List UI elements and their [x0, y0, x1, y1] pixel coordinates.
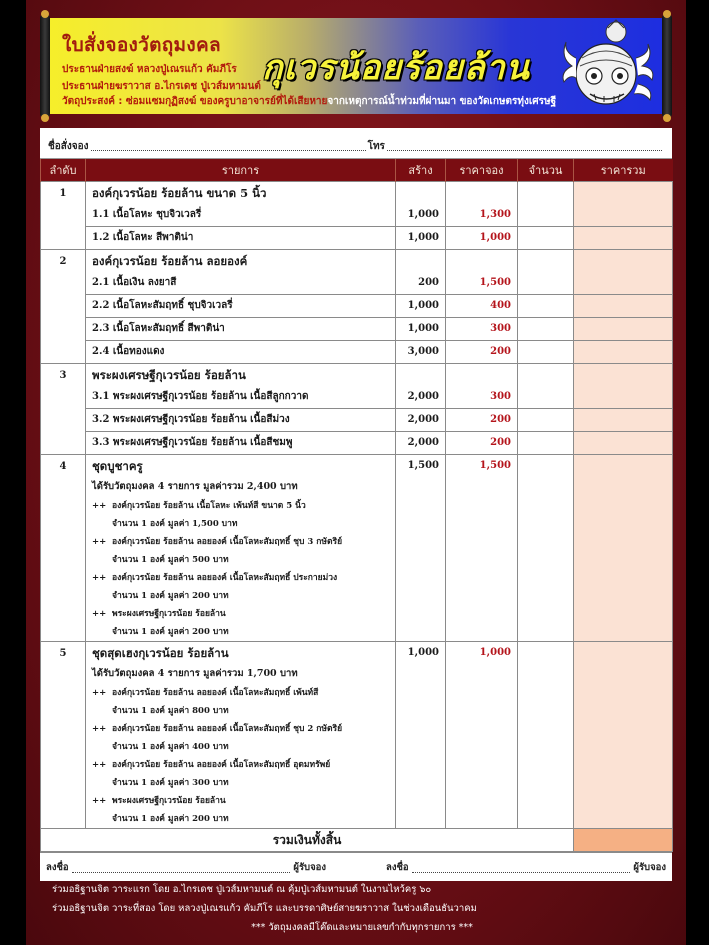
created-count: 1,500 — [407, 460, 439, 471]
item-cell — [86, 295, 396, 318]
line-total-field[interactable] — [574, 250, 673, 295]
price-cell — [446, 455, 518, 642]
item-label: 3.2 พระผงเศรษฐีกุเวรน้อย ร้อยล้าน เนื้อสีม่วง — [92, 414, 290, 425]
package-item-detail: จำนวน 1 องค์ มูลค่า 1,500 บาท — [112, 519, 238, 529]
package-item-text: องค์กุเวรน้อย ร้อยล้าน ลอยองค์ เนื้อโลหะสัมฤทธิ์ ประกายม่วง — [112, 573, 338, 583]
created-count: 1,000 — [407, 300, 439, 311]
package-title: ชุดบูชาครู — [92, 459, 143, 473]
sign-left-field[interactable] — [72, 872, 291, 873]
col-header-qty: จำนวน — [518, 159, 574, 182]
line-total-field[interactable] — [574, 227, 673, 250]
line-total-field[interactable] — [574, 364, 673, 409]
signature-left — [46, 860, 326, 875]
item-cell — [86, 432, 396, 455]
package-cell — [86, 642, 396, 829]
created-cell — [396, 341, 446, 364]
table-header-row — [41, 159, 673, 182]
line-total-field[interactable] — [574, 642, 673, 829]
signature-right — [386, 860, 666, 875]
table-row — [41, 364, 673, 409]
created-cell — [396, 318, 446, 341]
package-item — [86, 533, 395, 551]
quantity-field[interactable] — [518, 432, 574, 455]
table-row — [41, 182, 673, 227]
footer-line-2: ร่วมอธิฐานจิต วาระที่สอง โดย หลวงปู่เณรแก้ว คัมภีโร และบรรดาศิษย์สายฆราวาส ในช่วงเดือนธันวาคม — [52, 903, 477, 914]
purpose-tail: จากเหตุการณ์น้ำท่วมที่ผ่านมา ของวัดเกษตรทุ่งเศรษฐี — [327, 96, 557, 107]
created-count: 3,000 — [407, 346, 439, 357]
price-cell — [446, 642, 518, 829]
package-item-text: พระผงเศรษฐีกุเวรน้อย ร้อยล้าน — [112, 609, 226, 619]
phone-field[interactable] — [387, 150, 662, 151]
table-row — [41, 455, 673, 642]
created-cell — [396, 182, 446, 227]
package-item — [86, 605, 395, 623]
price-cell — [446, 227, 518, 250]
purpose-lead: วัตถุประสงค์ : ซ่อมแซมกุฏิสงฆ์ ของครูบาอาจารย์ที่ได้เสียหาย — [62, 96, 328, 107]
quantity-field[interactable] — [518, 182, 574, 227]
item-cell — [86, 341, 396, 364]
col-header-sum: ราคารวม — [574, 159, 673, 182]
booking-price: 200 — [490, 414, 511, 425]
order-form-page — [26, 0, 686, 945]
banner-title: ใบสั่งจองวัตถุมงคล — [62, 34, 221, 56]
table-row — [41, 642, 673, 829]
item-label: 2.4 เนื้อทองแดง — [92, 346, 165, 357]
row-number: 5 — [41, 642, 86, 829]
quantity-field[interactable] — [518, 250, 574, 295]
header-banner — [40, 14, 672, 118]
col-header-created: สร้าง — [396, 159, 446, 182]
sign-left-suffix: ผู้รับจอง — [293, 861, 326, 873]
package-item-detail: จำนวน 1 องค์ มูลค่า 800 บาท — [112, 706, 229, 716]
banner-headline: กุเวรน้อยร้อยล้าน — [262, 48, 530, 88]
item-cell — [86, 250, 396, 295]
booking-price: 1,500 — [479, 460, 511, 471]
item-label: 3.3 พระผงเศรษฐีกุเวรน้อย ร้อยล้าน เนื้อสีชมพู — [92, 437, 293, 448]
booking-price: 300 — [490, 391, 511, 402]
package-item — [86, 720, 395, 738]
booking-price: 400 — [490, 300, 511, 311]
quantity-field[interactable] — [518, 364, 574, 409]
item-cell — [86, 182, 396, 227]
created-cell — [396, 455, 446, 642]
package-item — [86, 684, 395, 702]
package-item-text: องค์กุเวรน้อย ร้อยล้าน ลอยองค์ เนื้อโลหะสัมฤทธิ์ อุดมทรัพย์ — [112, 760, 331, 770]
item-cell — [86, 318, 396, 341]
created-count: 200 — [418, 277, 439, 288]
order-table — [40, 159, 673, 852]
created-cell — [396, 409, 446, 432]
signature-row — [40, 852, 672, 881]
scroll-rod-left-icon — [40, 14, 50, 118]
sign-right-field[interactable] — [412, 872, 631, 873]
created-count: 1,000 — [407, 323, 439, 334]
row-number: 4 — [41, 455, 86, 642]
item-label: 3.1 พระผงเศรษฐีกุเวรน้อย ร้อยล้าน เนื้อสีลูกกวาด — [92, 391, 309, 402]
line-total-field[interactable] — [574, 341, 673, 364]
booking-price: 300 — [490, 323, 511, 334]
quantity-field[interactable] — [518, 409, 574, 432]
footer-notes — [40, 880, 672, 937]
quantity-field[interactable] — [518, 227, 574, 250]
price-cell — [446, 295, 518, 318]
package-item-text: องค์กุเวรน้อย ร้อยล้าน เนื้อโลหะ เพ้นท์สี ขนาด 5 นิ้ว — [112, 501, 306, 511]
monk-chair-line: ประธานฝ่ายสงฆ์ หลวงปู่เณรแก้ว คัมภีโร — [62, 64, 237, 75]
lay-chair-line: ประธานฝ่ายฆราวาส อ.ไกรเดช ปู่เวส์มหามนต์ — [62, 81, 261, 92]
package-item — [86, 497, 395, 515]
giant-head-emblem-icon — [558, 18, 658, 114]
bullet-marker: ++ — [92, 688, 107, 698]
price-cell — [446, 409, 518, 432]
bullet-marker: ++ — [92, 796, 107, 806]
line-total-field[interactable] — [574, 455, 673, 642]
table-row — [41, 295, 673, 318]
item-label: 2.2 เนื้อโลหะสัมฤทธิ์ ชุบจิวเวลรี่ — [92, 300, 233, 311]
table-row — [41, 341, 673, 364]
quantity-field[interactable] — [518, 318, 574, 341]
group-title: องค์กุเวรน้อย ร้อยล้าน ขนาด 5 นิ้ว — [92, 186, 267, 200]
package-item-detail: จำนวน 1 องค์ มูลค่า 200 บาท — [112, 591, 229, 601]
footer-line-1: ร่วมอธิฐานจิต วาระแรก โดย อ.ไกรเดช ปู่เวส์มหามนต์ ณ คุ้มปู่เวส์มหามนต์ ในงานไหว้ครู ๖๐ — [52, 884, 432, 895]
table-row — [41, 318, 673, 341]
booking-price: 200 — [490, 346, 511, 357]
orderer-name-field[interactable] — [91, 150, 366, 151]
booking-price: 1,500 — [479, 277, 511, 288]
price-cell — [446, 364, 518, 409]
created-count: 1,000 — [407, 209, 439, 220]
line-total-field[interactable] — [574, 432, 673, 455]
footer-line-3: *** วัตถุมงคลมีโค๊ดและหมายเลขกำกับทุกรายการ *** — [251, 922, 473, 933]
row-number: 2 — [41, 250, 86, 364]
row-number: 3 — [41, 364, 86, 455]
created-count: 2,000 — [407, 391, 439, 402]
bullet-marker: ++ — [92, 537, 107, 547]
created-cell — [396, 642, 446, 829]
item-label: 1.1 เนื้อโลหะ ชุบจิวเวลรี่ — [92, 209, 202, 220]
package-item — [86, 756, 395, 774]
package-item-detail: จำนวน 1 องค์ มูลค่า 300 บาท — [112, 778, 229, 788]
group-title: องค์กุเวรน้อย ร้อยล้าน ลอยองค์ — [92, 254, 248, 268]
quantity-field[interactable] — [518, 642, 574, 829]
booking-price: 1,000 — [479, 647, 511, 658]
created-cell — [396, 295, 446, 318]
created-cell — [396, 432, 446, 455]
package-item-text: องค์กุเวรน้อย ร้อยล้าน ลอยองค์ เนื้อโลหะสัมฤทธิ์ เพ้นท์สี — [112, 688, 319, 698]
package-item — [86, 569, 395, 587]
sign-right-suffix: ผู้รับจอง — [633, 861, 666, 873]
purpose-line — [62, 94, 556, 109]
orderer-row — [40, 128, 672, 159]
created-cell — [396, 227, 446, 250]
price-cell — [446, 432, 518, 455]
total-row — [41, 829, 673, 852]
line-total-field[interactable] — [574, 295, 673, 318]
line-total-field[interactable] — [574, 409, 673, 432]
package-item — [86, 792, 395, 810]
package-item-detail: จำนวน 1 องค์ มูลค่า 500 บาท — [112, 555, 229, 565]
package-cell — [86, 455, 396, 642]
package-item-text: องค์กุเวรน้อย ร้อยล้าน ลอยองค์ เนื้อโลหะสัมฤทธิ์ ชุบ 3 กษัตริย์ — [112, 537, 343, 547]
price-cell — [446, 250, 518, 295]
orderer-name-label: ชื่อสั่งจอง — [48, 141, 89, 152]
created-count: 1,000 — [407, 647, 439, 658]
package-summary: ได้รับวัตถุมงคล 4 รายการ มูลค่ารวม 2,400 บาท — [92, 481, 298, 492]
table-row — [41, 409, 673, 432]
grand-total-field[interactable] — [574, 829, 673, 852]
package-summary: ได้รับวัตถุมงคล 4 รายการ มูลค่ารวม 1,700 บาท — [92, 668, 298, 679]
table-row — [41, 227, 673, 250]
created-cell — [396, 364, 446, 409]
quantity-field[interactable] — [518, 295, 574, 318]
package-item-detail: จำนวน 1 องค์ มูลค่า 200 บาท — [112, 814, 229, 824]
package-item-detail: จำนวน 1 องค์ มูลค่า 400 บาท — [112, 742, 229, 752]
bullet-marker: ++ — [92, 760, 107, 770]
sign-left-prefix: ลงชื่อ — [46, 861, 69, 873]
row-number: 1 — [41, 182, 86, 250]
price-cell — [446, 318, 518, 341]
bullet-marker: ++ — [92, 573, 107, 583]
total-label: รวมเงินทั้งสิ้น — [41, 829, 574, 852]
col-header-price: ราคาจอง — [446, 159, 518, 182]
item-cell — [86, 227, 396, 250]
package-title: ชุดสุดเฮงกุเวรน้อย ร้อยล้าน — [92, 646, 229, 660]
item-cell — [86, 409, 396, 432]
booking-price: 200 — [490, 437, 511, 448]
col-header-no: ลำดับ — [41, 159, 86, 182]
created-cell — [396, 250, 446, 295]
created-count: 2,000 — [407, 437, 439, 448]
created-count: 2,000 — [407, 414, 439, 425]
table-row — [41, 250, 673, 295]
line-total-field[interactable] — [574, 318, 673, 341]
item-cell — [86, 364, 396, 409]
package-item-detail: จำนวน 1 องค์ มูลค่า 200 บาท — [112, 627, 229, 637]
col-header-item: รายการ — [86, 159, 396, 182]
table-row — [41, 432, 673, 455]
item-label: 2.1 เนื้อเงิน ลงยาสี — [92, 277, 177, 288]
price-cell — [446, 341, 518, 364]
item-label: 2.3 เนื้อโลหะสัมฤทธิ์ สีพาติน่า — [92, 323, 225, 334]
bullet-marker: ++ — [92, 501, 107, 511]
booking-price: 1,300 — [479, 209, 511, 220]
created-count: 1,000 — [407, 232, 439, 243]
booking-price: 1,000 — [479, 232, 511, 243]
order-form — [40, 128, 672, 881]
package-item-text: พระผงเศรษฐีกุเวรน้อย ร้อยล้าน — [112, 796, 226, 806]
package-item-text: องค์กุเวรน้อย ร้อยล้าน ลอยองค์ เนื้อโลหะสัมฤทธิ์ ชุบ 2 กษัตริย์ — [112, 724, 343, 734]
group-title: พระผงเศรษฐีกุเวรน้อย ร้อยล้าน — [92, 368, 246, 382]
price-cell — [446, 182, 518, 227]
scroll-rod-right-icon — [662, 14, 672, 118]
sign-right-prefix: ลงชื่อ — [386, 861, 409, 873]
phone-label: โทร — [367, 141, 385, 152]
item-label: 1.2 เนื้อโลหะ สีพาติน่า — [92, 232, 194, 243]
quantity-field[interactable] — [518, 455, 574, 642]
bullet-marker: ++ — [92, 609, 107, 619]
quantity-field[interactable] — [518, 341, 574, 364]
bullet-marker: ++ — [92, 724, 107, 734]
line-total-field[interactable] — [574, 182, 673, 227]
